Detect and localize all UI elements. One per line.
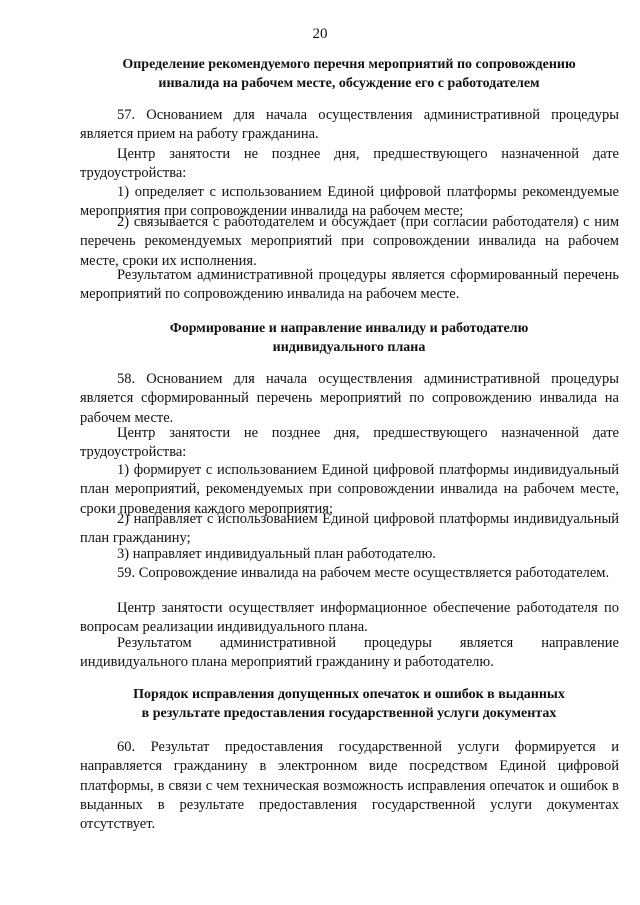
paragraph-58: 58. Основанием для начала осуществления административной процедуры является сформированный перечень мероприятий по сопровождению инвалида на рабочем месте. xyxy=(80,371,619,426)
paragraph-result: Результатом административной процедуры является сформированный перечень мероприятий по сопровождению инвалида на рабочем месте. xyxy=(80,267,619,303)
paragraph-item-1: 1) определяет с использованием Единой цифровой платформы рекомендуемые мероприятия при сопровождении инвалида на рабочем месте; xyxy=(80,184,619,220)
section-heading-individual-plan xyxy=(90,320,608,357)
paragraph-item-2: 2) направляет с использованием Единой цифровой платформы индивидуальный план гражданину; xyxy=(80,511,619,547)
paragraph-center-deadline: Центр занятости не позднее дня, предшествующего назначенной дате трудоустройства: xyxy=(80,146,619,182)
section-heading-error-correction xyxy=(90,686,608,723)
heading-line: индивидуального плана xyxy=(272,339,426,355)
heading-line: Формирование и направление инвалиду и работодателю xyxy=(169,321,529,336)
heading-line: в результате предоставления государственной услуги документах xyxy=(141,705,557,721)
heading-line: Порядок исправления допущенных опечаток и ошибок в выданных xyxy=(133,687,565,702)
paragraph-item-3: 3) направляет индивидуальный план работодателю. xyxy=(117,546,436,562)
heading-line: Определение рекомендуемого перечня мероприятий по сопровождению xyxy=(122,57,576,72)
paragraph-center-deadline: Центр занятости не позднее дня, предшествующего назначенной дате трудоустройства: xyxy=(80,425,619,461)
paragraph-60: 60. Результат предоставления государственной услуги формируется и направляется гражданину в электронном виде посредством Единой цифровой платформы, в связи с чем техническая возможность исправления опечаток и ошибок в выданных в результате предоставления государственной услуги документах отсутствует. xyxy=(80,739,619,833)
paragraph-item-1: 1) формирует с использованием Единой цифровой платформы индивидуальный план мероприятий, рекомендуемых при сопровождении инвалида на рабочем месте, сроки проведения каждого мероприятия; xyxy=(80,462,619,517)
section-heading-support-measures xyxy=(90,56,608,93)
page-number: 20 xyxy=(312,26,328,42)
paragraph-59: 59. Сопровождение инвалида на рабочем месте осуществляется работодателем. xyxy=(117,565,610,581)
paragraph-result: Результатом административной процедуры является направление индивидуального плана мероприятий гражданину и работодателю. xyxy=(80,635,619,671)
paragraph-info-support: Центр занятости осуществляет информационное обеспечение работодателя по вопросам реализации индивидуального плана. xyxy=(80,600,619,636)
heading-line: инвалида на рабочем месте, обсуждение его с работодателем xyxy=(158,75,540,91)
paragraph-57: 57. Основанием для начала осуществления административной процедуры является прием на работу гражданина. xyxy=(80,107,619,143)
paragraph-item-2: 2) связывается с работодателем и обсуждает (при согласии работодателя) с ним перечень рекомендуемых мероприятий при сопровождении инвалида на рабочем месте, сроки их исполнения. xyxy=(80,214,619,269)
